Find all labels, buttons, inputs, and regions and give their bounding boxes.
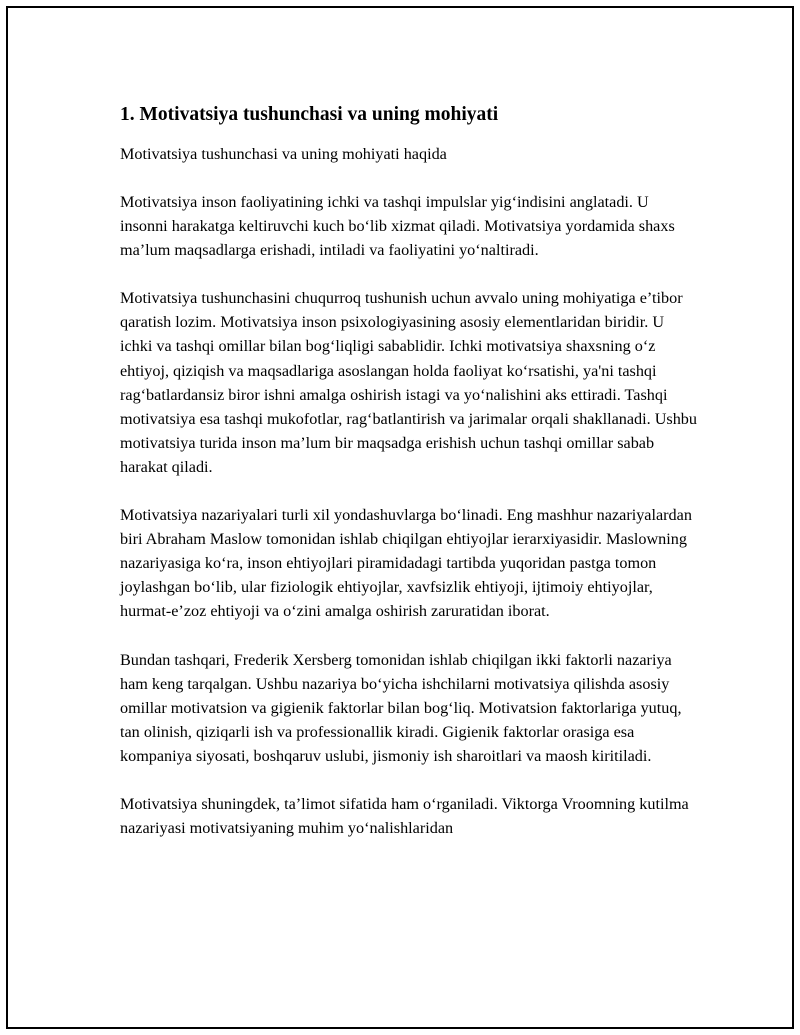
document-subtitle: Motivatsiya tushunchasi va uning mohiyati haqida	[120, 145, 447, 163]
paragraph-1: Motivatsiya inson faoliyatining ichki va tashqi impulslar yig‘indisini anglatadi. U insonni harakatga keltiruvchi kuch bo‘lib xizmat qiladi. Motivatsiya yordamida shaxs ma’lum maqsadlarga erishadi, intiladi va faoliyatini yo‘naltiradi.	[120, 193, 675, 260]
paragraph-5: Motivatsiya shuningdek, ta’limot sifatida ham o‘rganiladi. Viktorga Vroomning kutilma nazariyasi motivatsiyaning muhim yo‘nalishlaridan	[120, 794, 689, 838]
document-body	[120, 101, 700, 864]
document-page	[6, 6, 794, 1029]
document-title: 1. Motivatsiya tushunchasi va uning mohiyati	[120, 104, 499, 125]
paragraph-3: Motivatsiya nazariyalari turli xil yondashuvlarga bo‘linadi. Eng mashhur nazariyalardan biri Abraham Maslow tomonidan ishlab chiqilgan ehtiyojlar ierarxiyasidir. Maslowning nazariyasiga ko‘ra, inson ehtiyojlari piramidadagi tartibda yuqoridan pastga tomon joylashgan bo‘lib, ular fiziologik ehtiyojlar, xavfsizlik ehtiyoji, ijtimoiy ehtiyojlar, hurmat-e’zoz ehtiyoji va o‘zini amalga oshirish zaruratidan iborat.	[120, 506, 692, 621]
paragraph-2: Motivatsiya tushunchasini chuqurroq tushunish uchun avvalo uning mohiyatiga e’tibor qaratish lozim. Motivatsiya inson psixologiyasining asosiy elementlaridan biridir. U ichki va tashqi omillar bilan bog‘liqligi sabablidir. Ichki motivatsiya shaxsning o‘z ehtiyoj, qiziqish va maqsadlariga asoslangan holda faoliyat ko‘rsatishi, ya'ni tashqi rag‘batlardansiz biror ishni amalga oshirish istagi va yo‘nalishini aks ettiradi. Tashqi motivatsiya esa tashqi mukofotlar, rag‘batlantirish va jarimalar orqali shakllanadi. Ushbu motivatsiya turida inson ma’lum bir maqsadga erishish uchun tashqi omillar sabab harakat qiladi.	[120, 289, 697, 476]
paragraph-4: Bundan tashqari, Frederik Xersberg tomonidan ishlab chiqilgan ikki faktorli nazariya ham keng tarqalgan. Ushbu nazariya bo‘yicha ishchilarni motivatsiya qilishda asosiy omillar motivatsion va gigienik faktorlar bilan bog‘liq. Motivatsion faktorlariga yutuq, tan olinish, qiziqarli ish va professionallik kiradi. Gigienik faktorlar orasiga esa kompaniya siyosati, boshqaruv uslubi, jismoniy ish sharoitlari va maosh kiritiladi.	[120, 650, 682, 765]
